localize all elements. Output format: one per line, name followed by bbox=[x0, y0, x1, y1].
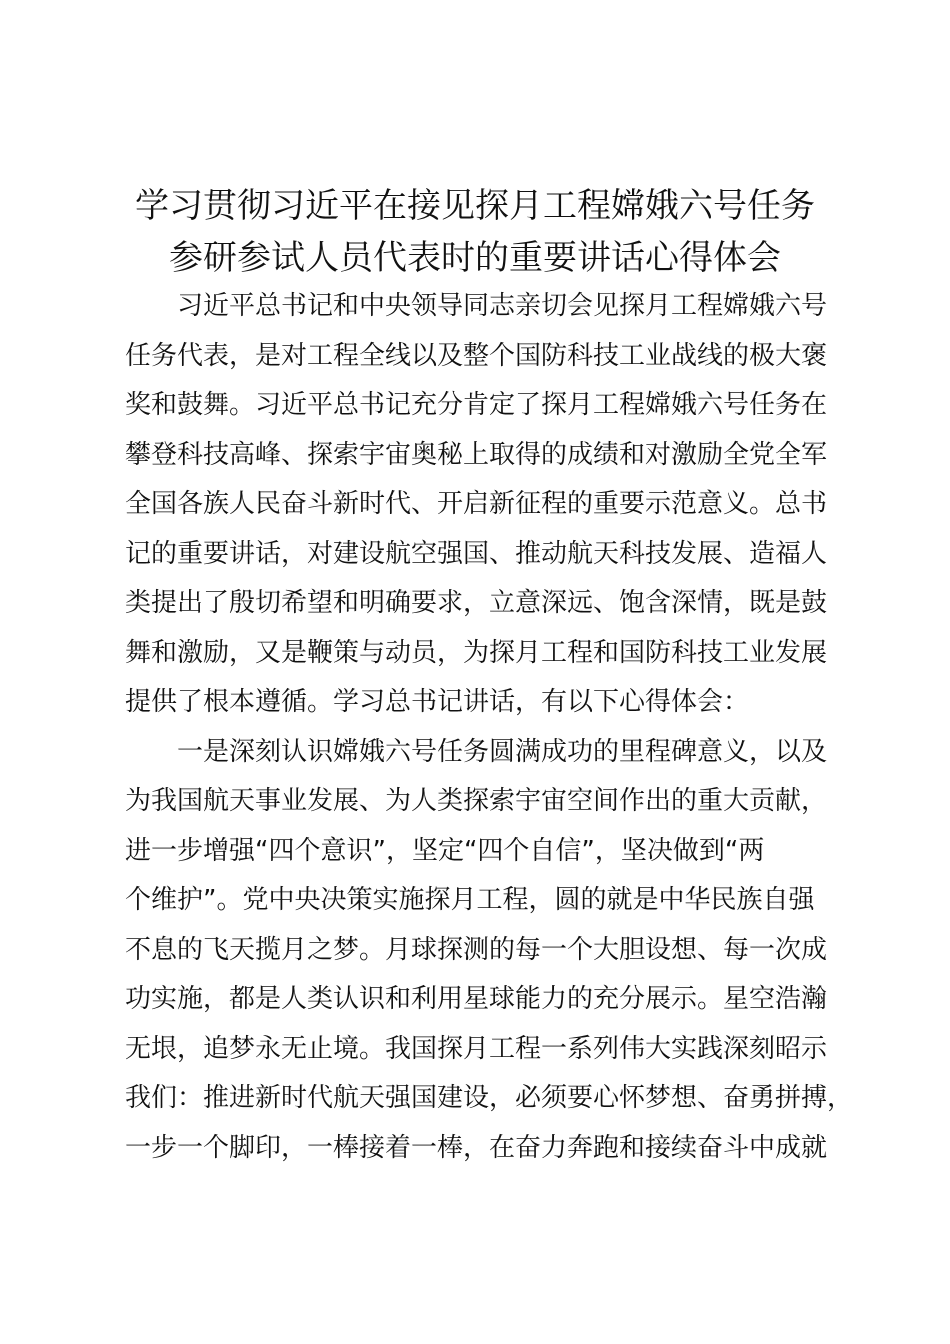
paragraph-1-line-5: 全国各族人民奋斗新时代、开启新征程的重要示范意义。总书 bbox=[125, 489, 828, 519]
paragraph-1-line-3: 奖和鼓舞。习近平总书记充分肯定了探月工程嫦娥六号任务在 bbox=[125, 390, 828, 420]
paragraph-2-line-5: 不息的飞天揽月之梦。月球探测的每一个大胆设想、每一次成 bbox=[125, 934, 828, 965]
paragraph-2-line-7: 无垠，追梦永无止境。我国探月工程一系列伟大实践深刻昭示 bbox=[125, 1033, 828, 1064]
paragraph-2-line-3: 进一步增强“四个意识”，坚定“四个自信”，坚决做到“两 bbox=[125, 835, 765, 866]
title-line-1: 学习贯彻习近平在接见探月工程嫦娥六号任务 bbox=[135, 186, 815, 226]
paragraph-1-line-7: 类提出了殷切希望和明确要求，立意深远、饱含深情，既是鼓 bbox=[125, 588, 828, 618]
paragraph-2-line-1: 一是深刻认识嫦娥六号任务圆满成功的里程碑意义，以及 bbox=[177, 736, 828, 767]
title-line-2: 参研参试人员代表时的重要讲话心得体会 bbox=[169, 238, 781, 278]
paragraph-1-line-6: 记的重要讲话，对建设航空强国、推动航天科技发展、造福人 bbox=[125, 538, 828, 569]
paragraph-1-line-1: 习近平总书记和中央领导同志亲切会见探月工程嫦娥六号 bbox=[177, 291, 828, 321]
paragraph-1-line-2: 任务代表，是对工程全线以及整个国防科技工业战线的极大褒 bbox=[125, 340, 828, 371]
paragraph-1 bbox=[125, 282, 845, 728]
document-body bbox=[125, 282, 854, 1173]
paragraph-2-line-4: 个维护”。党中央决策实施探月工程，圆的就是中华民族自强 bbox=[125, 885, 815, 915]
paragraph-2 bbox=[125, 728, 854, 1174]
paragraph-2-line-6: 功实施，都是人类认识和利用星球能力的充分展示。星空浩瀚 bbox=[125, 984, 828, 1014]
paragraph-1-line-4: 攀登科技高峰、探索宇宙奥秘上取得的成绩和对激励全党全军 bbox=[125, 439, 828, 470]
paragraph-1-line-9: 提供了根本遵循。学习总书记讲话，有以下心得体会： bbox=[125, 687, 750, 717]
paragraph-1-line-8: 舞和激励，又是鞭策与动员，为探月工程和国防科技工业发展 bbox=[125, 637, 828, 668]
document-title bbox=[100, 180, 850, 284]
paragraph-2-line-8: 我们：推进新时代航天强国建设，必须要心怀梦想、奋勇拼搏， bbox=[125, 1083, 854, 1113]
paragraph-2-line-2: 为我国航天事业发展、为人类探索宇宙空间作出的重大贡献， bbox=[125, 786, 828, 816]
paragraph-2-line-9: 一步一个脚印，一棒接着一棒，在奋力奔跑和接续奋斗中成就 bbox=[125, 1132, 828, 1163]
